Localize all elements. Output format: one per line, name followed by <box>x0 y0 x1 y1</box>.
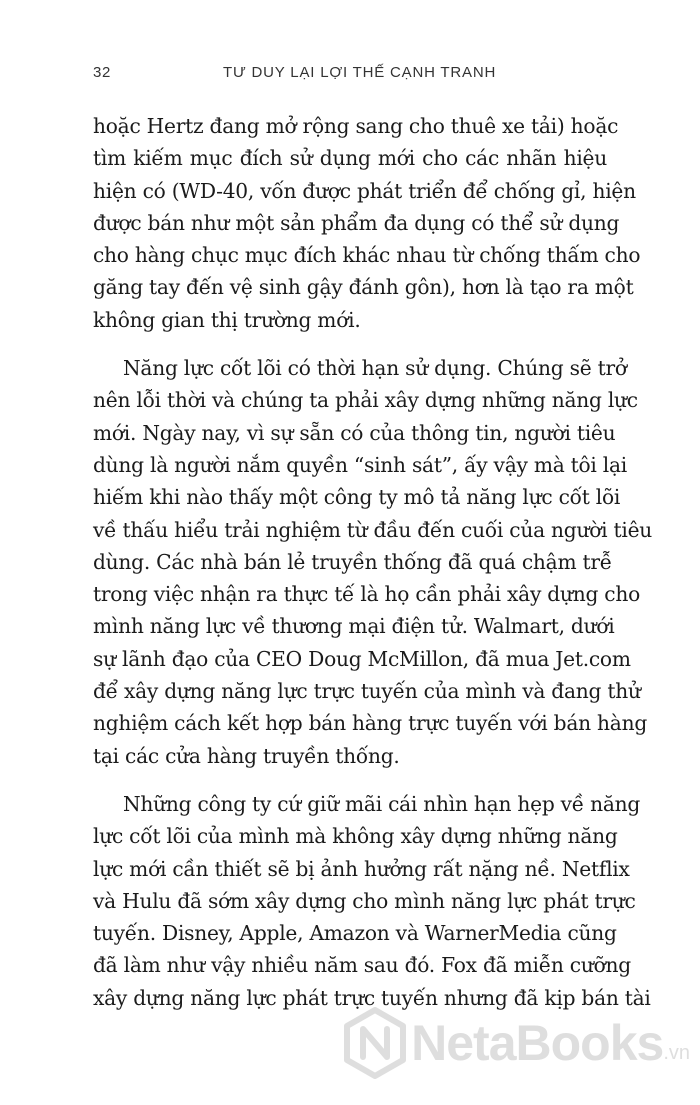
text-line: cho hàng chục mục đích khác nhau từ chống thấm cho <box>93 243 641 268</box>
text-line: lực mới cần thiết sẽ bị ảnh hưởng rất nặng nề. Netflix <box>93 856 630 881</box>
text-line: hiếm khi nào thấy một công ty mô tả năng lực cốt lõi <box>93 485 621 510</box>
paragraph-3 <box>93 788 651 1014</box>
text-line: tìm kiếm mục đích sử dụng mới cho các nhãn hiệu <box>93 146 607 171</box>
text-line: tuyến. Disney, Apple, Amazon và WarnerMedia cũng <box>93 921 617 946</box>
netabooks-n-logo-icon <box>343 1007 407 1079</box>
text-line: hoặc Hertz đang mở rộng sang cho thuê xe tải) hoặc <box>93 114 619 138</box>
text-line: được bán như một sản phẩm đa dụng có thể sử dụng <box>93 210 620 235</box>
text-line: để xây dựng năng lực trực tuyến của mình và đang thử <box>93 679 641 704</box>
text-line: về thấu hiểu trải nghiệm từ đầu đến cuối của người tiêu <box>93 517 653 542</box>
text-line: mới. Ngày nay, vì sự sẵn có của thông tin, người tiêu <box>93 420 616 445</box>
paragraph-1 <box>93 110 641 336</box>
text-line: và Hulu đã sớm xây dựng cho mình năng lực phát trực <box>93 888 636 913</box>
text-line: sự lãnh đạo của CEO Doug McMillon, đã mua Jet.com <box>93 646 631 671</box>
text-line: xây dựng năng lực phát trực tuyến nhưng đã kịp bán tài <box>93 985 651 1010</box>
paragraph-2 <box>93 352 653 772</box>
text-line: đã làm như vậy nhiều năm sau đó. Fox đã miễn cưỡng <box>93 953 631 978</box>
running-title: TƯ DUY LẠI LỢI THẾ CẠNH TRANH <box>223 64 497 81</box>
body-text <box>93 110 653 1014</box>
watermark <box>343 1003 690 1083</box>
page-header <box>93 64 607 88</box>
text-line: nên lỗi thời và chúng ta phải xây dựng những năng lực <box>93 388 638 413</box>
text-line: hiện có (WD-40, vốn được phát triển để chống gỉ, hiện <box>93 178 636 203</box>
text-line: không gian thị trường mới. <box>93 307 361 332</box>
page-number: 32 <box>93 64 111 81</box>
text-line: nghiệm cách kết hợp bán hàng trực tuyến với bán hàng <box>93 711 648 736</box>
text-line: trong việc nhận ra thực tế là họ cần phải xây dựng cho <box>93 582 641 607</box>
text-line: Năng lực cốt lõi có thời hạn sử dụng. Chúng sẽ trở <box>123 356 627 381</box>
text-line: dùng là người nắm quyền “sinh sát”, ấy vậy mà tôi lại <box>93 452 628 477</box>
text-line: lực cốt lõi của mình mà không xây dựng những năng <box>93 824 618 849</box>
watermark-suffix: .vn <box>663 1042 690 1064</box>
text-line: găng tay đến vệ sinh gậy đánh gôn), hơn là tạo ra một <box>93 275 634 300</box>
watermark-brand: NetaBooks <box>411 1015 664 1071</box>
text-line: mình năng lực về thương mại điện tử. Walmart, dưới <box>93 614 615 639</box>
text-line: dùng. Các nhà bán lẻ truyền thống đã quá chậm trễ <box>93 549 612 574</box>
text-line: tại các cửa hàng truyền thống. <box>93 743 400 768</box>
text-line: Những công ty cứ giữ mãi cái nhìn hạn hẹp về năng <box>123 791 641 816</box>
